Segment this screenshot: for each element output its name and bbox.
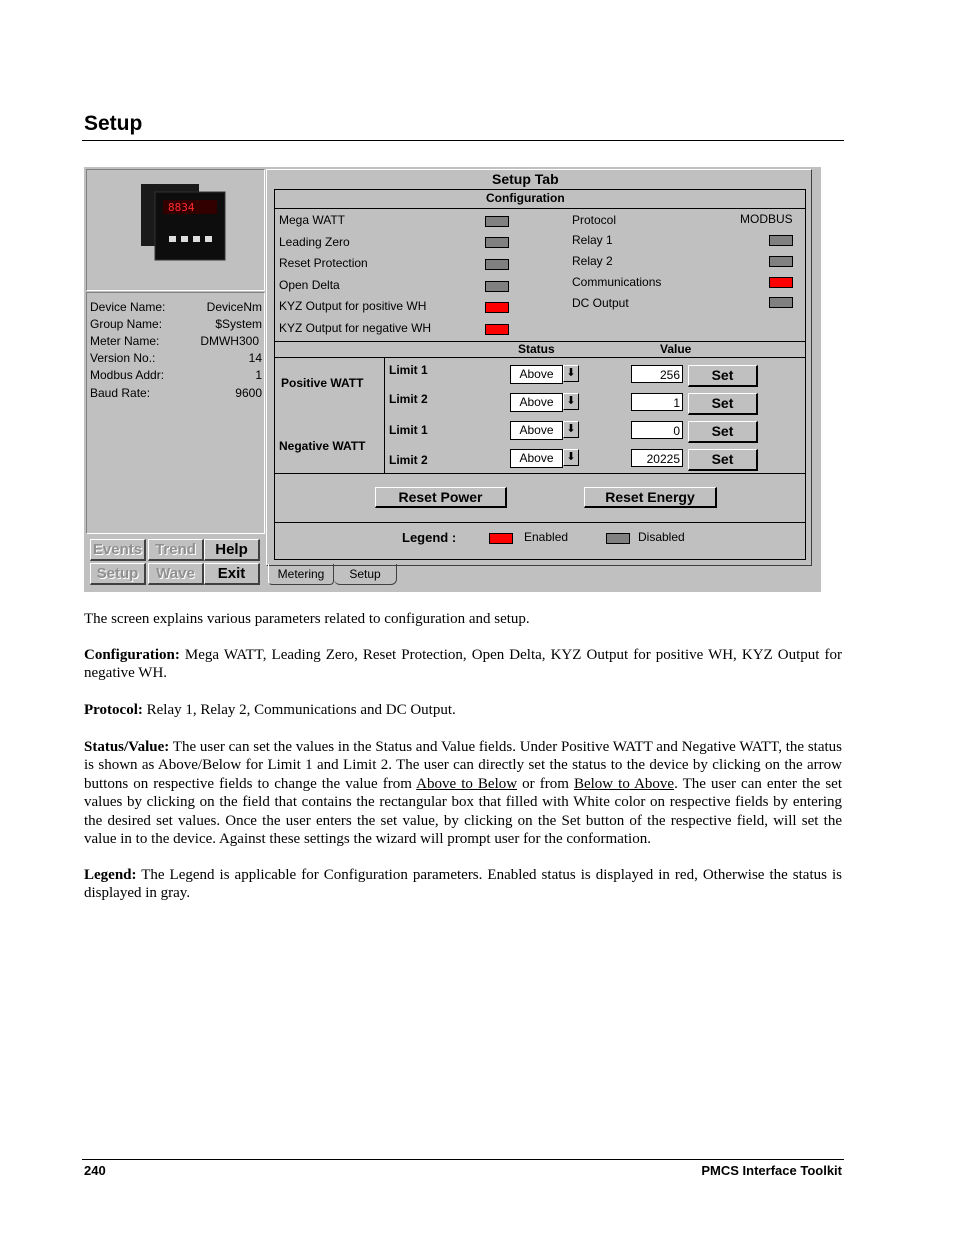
negative-watt-label: Negative WATT: [279, 439, 366, 453]
above-to-below-text: Above to Below: [416, 775, 518, 792]
meter-name-label: Meter Name:: [90, 334, 160, 348]
dropdown-arrow-icon[interactable]: ⬇: [563, 449, 579, 466]
intro-paragraph: The screen explains various parameters related to configuration and setup.: [84, 611, 530, 627]
exit-button[interactable]: Exit: [204, 563, 260, 585]
open-delta-label: Open Delta: [279, 278, 340, 292]
pos-limit2-set-button[interactable]: Set: [688, 393, 758, 415]
legend-term: Legend:: [84, 867, 137, 883]
neg-limit2-status-value: Above: [510, 449, 563, 468]
baud-rate-value: 9600: [235, 386, 262, 400]
tab-setup[interactable]: Setup: [334, 564, 397, 585]
pos-limit2-status-select[interactable]: [510, 393, 580, 412]
baud-rate-label: Baud Rate:: [90, 386, 151, 400]
dropdown-arrow-icon[interactable]: ⬇: [563, 393, 579, 410]
status-text-2: or from: [517, 775, 574, 792]
kyz-positive-label: KYZ Output for positive WH: [279, 299, 427, 313]
pos-limit1-status-select[interactable]: [510, 365, 580, 384]
neg-limit2-status-select[interactable]: [510, 449, 580, 468]
mega-watt-label: Mega WATT: [279, 213, 346, 227]
protocol-paragraph: [84, 701, 842, 719]
kyz-negative-indicator: [485, 324, 509, 335]
value-header: Value: [660, 342, 692, 356]
configuration-text: Mega WATT, Leading Zero, Reset Protection, Open Delta, KYZ Output for positive WH, KYZ Output for negative WH.: [84, 647, 842, 682]
modbus-addr-label: Modbus Addr:: [90, 368, 165, 382]
relay2-indicator: [769, 256, 793, 267]
legend-disabled-label: Disabled: [638, 530, 685, 544]
version-value: 14: [248, 351, 262, 365]
communications-label: Communications: [572, 275, 662, 289]
device-name-value: DeviceNm: [206, 300, 262, 314]
footer-doc-title: PMCS Interface Toolkit: [701, 1163, 842, 1178]
legend-text: The Legend is applicable for Configuration parameters. Enabled status is displayed in red, Otherwise the status is displayed in gray.: [84, 867, 842, 902]
communications-indicator: [769, 277, 793, 288]
pos-limit2-status-value: Above: [510, 393, 563, 412]
relay2-label: Relay 2: [572, 254, 613, 268]
mega-watt-indicator: [485, 216, 509, 227]
tab-metering[interactable]: Metering: [268, 564, 334, 585]
pos-limit1-value-input[interactable]: 256: [631, 365, 683, 383]
legend-paragraph: [84, 866, 842, 903]
protocol-text: Relay 1, Relay 2, Communications and DC Output.: [142, 702, 456, 718]
protocol-value: MODBUS: [740, 212, 793, 226]
neg-limit2-set-button[interactable]: Set: [688, 449, 758, 471]
pos-limit2-label: Limit 2: [389, 392, 428, 406]
group-name-label: Group Name:: [90, 317, 163, 331]
wave-button[interactable]: Wave: [148, 563, 204, 585]
meter-device-icon: [139, 176, 229, 262]
relay1-label: Relay 1: [572, 233, 613, 247]
dropdown-arrow-icon[interactable]: ⬇: [563, 365, 579, 382]
neg-limit2-label: Limit 2: [389, 453, 428, 467]
configuration-paragraph: [84, 646, 842, 683]
device-name-label: Device Name:: [90, 300, 166, 314]
status-header: Status: [518, 342, 555, 356]
neg-limit1-set-button[interactable]: Set: [688, 421, 758, 443]
protocol-label: Protocol: [572, 213, 617, 227]
setup-nav-button[interactable]: Setup: [90, 563, 146, 585]
device-image-panel: [86, 169, 265, 291]
version-label: Version No.:: [90, 351, 156, 365]
status-text-1: The user can set the values in the Status and Value fields. Under Positive WATT and Negative WATT, the status is shown as Above/Below for Limit 1 and Limit 2. The user can directly set the status to the device by clicking on the arrow buttons on respective fields to change the value from: [84, 739, 842, 792]
neg-limit1-status-select[interactable]: [510, 421, 580, 440]
configuration-term: Configuration:: [84, 647, 180, 663]
pos-limit2-value-input[interactable]: 1: [631, 393, 683, 411]
help-button[interactable]: Help: [204, 539, 260, 561]
modbus-addr-value: 1: [255, 368, 262, 382]
leading-zero-label: Leading Zero: [279, 235, 350, 249]
status-value-term: Status/Value:: [84, 739, 170, 755]
device-info-panel: [86, 292, 265, 534]
neg-limit1-status-value: Above: [510, 421, 563, 440]
pos-limit1-status-value: Above: [510, 365, 563, 384]
reset-protection-label: Reset Protection: [279, 256, 368, 270]
pos-limit1-set-button[interactable]: Set: [688, 365, 758, 387]
protocol-term: Protocol:: [84, 702, 143, 718]
status-value-paragraph: [84, 738, 842, 848]
setup-screen: [84, 167, 821, 592]
below-to-above-text: Below to Above: [573, 775, 675, 792]
dropdown-arrow-icon[interactable]: ⬇: [563, 421, 579, 438]
section-title: Setup: [84, 112, 143, 135]
kyz-positive-indicator: [485, 302, 509, 313]
group-name-value: $System: [215, 317, 262, 331]
svg-text:8834: 8834: [168, 201, 195, 214]
meter-name-value: DMWH300: [200, 334, 259, 348]
neg-limit1-value-input[interactable]: 0: [631, 421, 683, 439]
legend-enabled-label: Enabled: [524, 530, 569, 544]
dc-output-indicator: [769, 297, 793, 308]
relay1-indicator: [769, 235, 793, 246]
dc-output-label: DC Output: [572, 296, 629, 310]
kyz-negative-label: KYZ Output for negative WH: [279, 321, 432, 335]
pos-limit1-label: Limit 1: [389, 363, 428, 377]
reset-power-button[interactable]: Reset Power: [375, 487, 507, 508]
status-text-3: . The user can enter the set values by clicking on the field that contains the rectangular box that filled with White color on respective fields by entering the desired set values. Once the user enters the set value, by clicking on the Set button of the respective field, will set the value in to the device. Against these settings the wizard will prompt user for the conformation.: [84, 775, 843, 848]
positive-watt-label: Positive WATT: [281, 376, 364, 390]
legend-enabled-swatch: [489, 533, 513, 544]
reset-energy-button[interactable]: Reset Energy: [584, 487, 717, 508]
configuration-header: Configuration: [486, 191, 565, 205]
page-number: 240: [84, 1163, 106, 1178]
events-button[interactable]: Events: [90, 539, 146, 561]
reset-protection-indicator: [485, 259, 509, 270]
neg-limit1-label: Limit 1: [389, 423, 428, 437]
trend-button[interactable]: Trend: [148, 539, 204, 561]
legend-label: Legend :: [402, 530, 457, 545]
open-delta-indicator: [485, 281, 509, 292]
leading-zero-indicator: [485, 237, 509, 248]
legend-disabled-swatch: [606, 533, 630, 544]
setup-tab-title: Setup Tab: [492, 171, 559, 187]
neg-limit2-value-input[interactable]: 20225: [631, 449, 683, 467]
header-rule: [82, 140, 844, 141]
footer-rule: [82, 1159, 844, 1160]
